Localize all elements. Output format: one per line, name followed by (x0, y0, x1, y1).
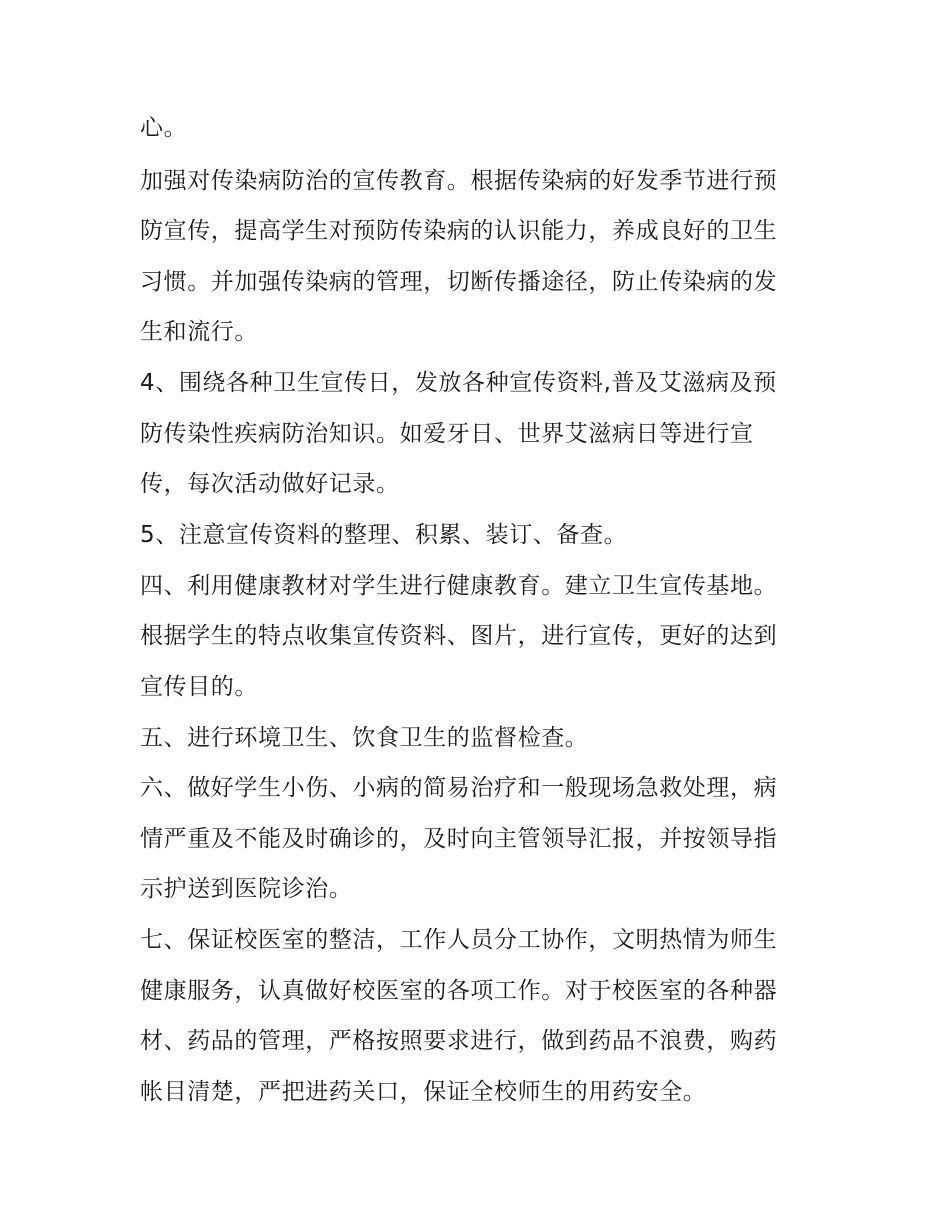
text-line: 5、注意宣传资料的整理、积累、装订、备查。 (140, 522, 628, 548)
text-line: 情严重及不能及时确诊的，及时向主管领导汇报，并按领导指 (140, 826, 778, 852)
text-line: 心。 (140, 115, 188, 141)
text-line: 四、利用健康教材对学生进行健康教育。建立卫生宣传基地。 (140, 573, 778, 599)
text-line: 六、做好学生小伤、小病的简易治疗和一般现场急救处理，病 (140, 775, 778, 801)
text-line: 材、药品的管理，严格按照要求进行，做到药品不浪费，购药 (140, 1028, 778, 1054)
text-line: 防宣传，提高学生对预防传染病的认识能力，养成良好的卫生 (140, 218, 778, 244)
text-line: 五、进行环境卫生、饮食卫生的监督检查。 (140, 725, 589, 751)
text-line: 生和流行。 (140, 319, 258, 345)
text-line: 帐目清楚，严把进药关口，保证全校师生的用药安全。 (140, 1079, 707, 1105)
text-line: 加强对传染病防治的宣传教育。根据传染病的好发季节进行预 (140, 168, 778, 194)
text-line: 健康服务，认真做好校医室的各项工作。对于校医室的各种器 (140, 978, 778, 1004)
text-line: 示护送到医院诊治。 (140, 876, 353, 902)
text-line: 4、围绕各种卫生宣传日，发放各种宣传资料,普及艾滋病及预 (140, 370, 777, 396)
text-line: 习惯。并加强传染病的管理，切断传播途径，防止传染病的发 (140, 269, 778, 295)
text-line: 宣传目的。 (140, 674, 258, 700)
text-line: 七、保证校医室的整洁，工作人员分工协作，文明热情为师生 (140, 927, 778, 953)
text-line: 根据学生的特点收集宣传资料、图片，进行宣传，更好的达到 (140, 623, 778, 649)
text-line: 传，每次活动做好记录。 (140, 471, 400, 497)
text-line: 防传染性疾病防治知识。如爱牙日、世界艾滋病日等进行宣 (140, 421, 754, 447)
